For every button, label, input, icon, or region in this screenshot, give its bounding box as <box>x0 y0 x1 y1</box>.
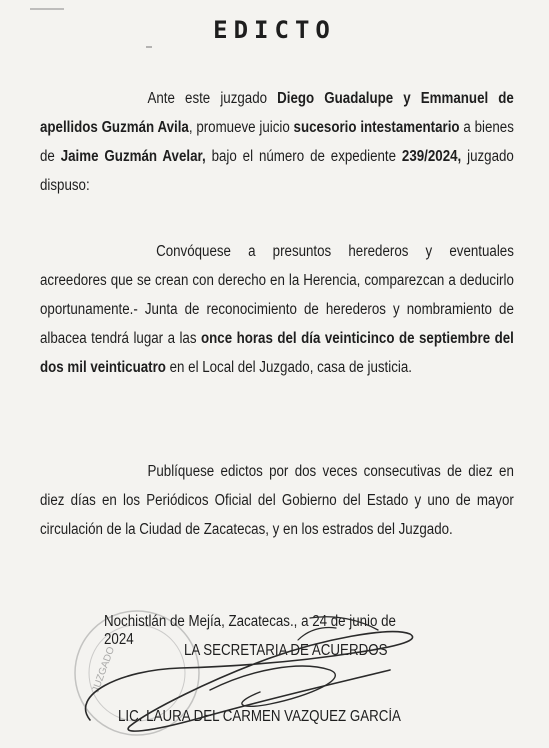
p1-petitioners: Diego Guadalupe y Emmanuel de apellidos Guzmán Avila <box>40 90 514 136</box>
p1-deceased: Jaime Guzmán Avelar, <box>60 148 206 165</box>
p1-text-3: a bienes de <box>40 119 514 165</box>
p3-text: Publíquese edictos por dos veces consecutivas de diez en diez días en los Periódicos Oficial del Gobierno del Estado y uno de mayor circulación de la Ciudad de Zacatecas, y en los estrados del Juzgado. <box>40 463 514 538</box>
paragraph-parties <box>40 84 514 200</box>
signatory-name: LIC. LAURA DEL CARMEN VAZQUEZ GARCÍA <box>118 708 401 725</box>
seal-text: JUZGADO <box>90 645 118 695</box>
signatory-role: LA SECRETARIA DE ACUERDOS <box>184 642 388 659</box>
p1-text-2: , promueve juicio <box>188 119 294 136</box>
document-title: EDICTO <box>213 16 336 44</box>
scan-mark <box>30 8 64 10</box>
place-and-date: Nochistlán de Mejía, Zacatecas., a 24 de junio de 2024 <box>104 613 396 648</box>
p1-text-1: Ante este juzgado <box>147 90 278 107</box>
paragraph-summons <box>40 237 514 382</box>
p1-case-number: 239/2024, <box>401 148 462 165</box>
scan-mark <box>146 46 152 48</box>
p2-hearing-date: once horas del día veinticinco de septiembre del dos mil veinticuatro <box>40 330 514 376</box>
p2-text-2: en el Local del Juzgado, casa de justicia. <box>165 359 412 376</box>
paragraph-publication <box>40 457 514 544</box>
p2-text-1: Convóquese a presuntos herederos y eventuales acreedores que se crean con derecho en la Herencia, comparezcan a deducirlo oportunamente.- Junta de reconocimiento de herederos y nombramiento de albacea tendrá lugar a las <box>40 243 514 347</box>
p1-proceeding-type: sucesorio intestamentario <box>293 119 460 136</box>
p1-text-5: juzgado dispuso: <box>40 148 514 194</box>
p1-text-4: bajo el número de expediente <box>205 148 402 165</box>
handwritten-signature <box>60 600 480 742</box>
